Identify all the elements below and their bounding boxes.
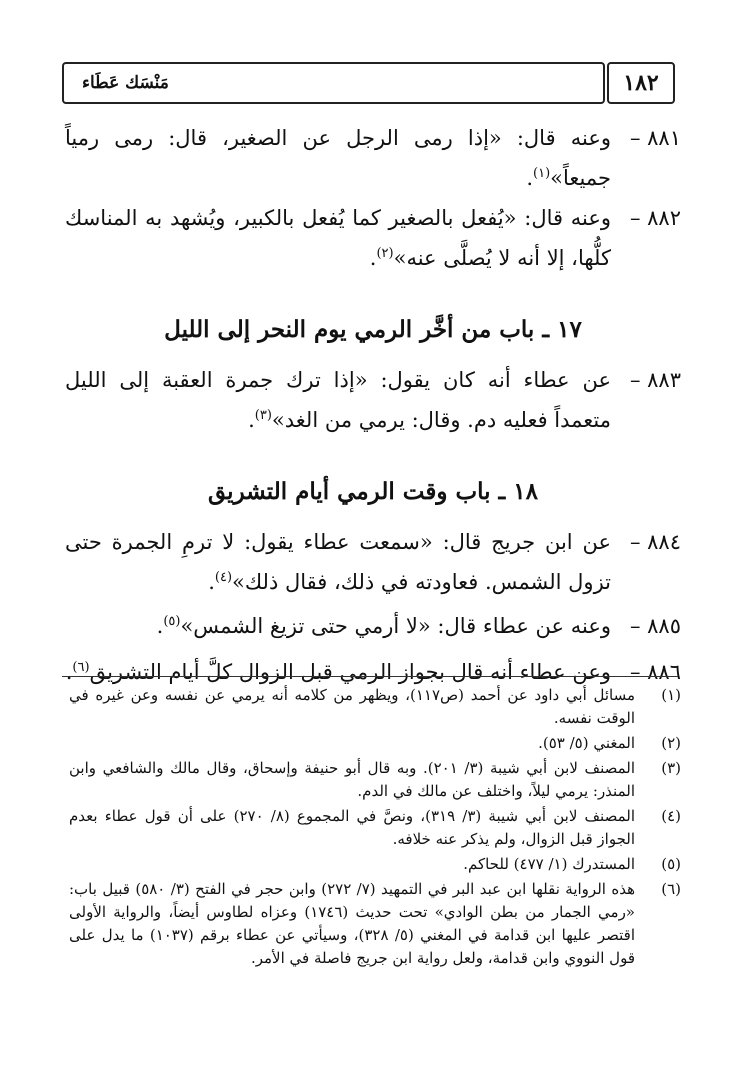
entry-text: وعنه قال: «إذا رمى الرجل عن الصغير، قال: رمى رمياً جميعاً» [65,126,611,190]
footnote-number: (٢) [661,734,681,752]
running-header [62,62,675,102]
footnote-text: المستدرك (١/ ٤٧٧) للحاكم. [463,855,635,873]
entry-end: . [248,408,255,432]
entry-text: وعن عطاء أنه قال بجواز الرمي قبل الزوال كلَّ أيام التشريق [89,660,611,684]
footnote-number: (٦) [661,880,681,898]
entry-end: . [65,660,73,684]
entry-881 [65,118,681,198]
footnote-ref[interactable]: (٥) [163,614,181,629]
entry-text: عن ابن جريج قال: «سمعت عطاء يقول: لا ترمِ الجمرة حتى تزول الشمس. فعاودته في ذلك، فقال ذلك» [65,530,611,594]
footnote-5 [69,853,681,876]
book-title: مَنْسَك عَطَاء [82,73,169,93]
footnote-text: المصنف لابن أبي شيبة (٣/ ٢٠١). وبه قال أبو حنيفة وإسحاق، وقال مالك والشافعي وابن المنذر: يرمي ليلاً، واختلف عن مالك في الدم. [69,759,636,800]
entry-884 [65,522,681,602]
footnote-ref[interactable]: (١) [533,166,551,181]
entry-end: . [526,166,534,190]
entry-883 [65,360,681,440]
footnote-ref[interactable]: (٦) [72,660,90,675]
page-number: ١٨٢ [607,62,675,104]
footnote-separator [62,676,678,677]
footnote-text: هذه الرواية نقلها ابن عبد البر في التمهيد (٧/ ٢٧٢) وابن حجر في الفتح (٣/ ٥٨٠) قبيل باب: «رمي الجمار من بطن الوادي» تحت حديث (١٧٤٦) وعزاه لطاوس أيضاً، والرواية الأولى اقتصر عليها ابن قدامة في المغني (٥/ ٣٢٨)، وسيأتي عن عطاء برقم (١٠٣٧) ما يدل على قول النووي وابن قدامة، ولعل رواية ابن جريج فاصلة في الأمر. [69,880,635,967]
footnote-3 [69,757,681,803]
footnote-ref[interactable]: (٢) [376,246,394,261]
footnote-ref[interactable]: (٣) [254,408,272,423]
entry-text: وعنه قال: «يُفعل بالصغير كما يُفعل بالكبير، ويُشهد به المناسك كلُّها، إلا أنه لا يُصلَّى عنه» [65,206,611,270]
entry-end: . [369,246,377,270]
chapter-heading-18: ١٨ ـ باب وقت الرمي أيام التشريق [208,478,538,505]
footnote-4 [69,805,681,851]
entry-885 [65,606,681,646]
entry-number: ٨٨٤ – [629,530,681,554]
entry-number: ٨٨٢ – [629,206,681,230]
footnote-text: مسائل أبي داود عن أحمد (ص١١٧)، ويظهر من كلامه أنه يرمي عن نفسه وعن غيره في الوقت نفسه. [69,686,635,727]
entry-text: وعنه عن عطاء قال: «لا أرمي حتى تزيغ الشمس» [180,614,611,638]
book-title-box [62,62,605,104]
footnote-2 [69,732,681,755]
entry-number: ٨٨٥ – [629,614,681,638]
entry-number: ٨٨٦ – [629,660,681,684]
entry-number: ٨٨١ – [629,126,681,150]
footnote-number: (٤) [661,807,681,825]
footnote-number: (٥) [661,855,681,873]
footnotes [69,684,681,972]
footnote-ref[interactable]: (٤) [214,570,233,585]
entry-text: عن عطاء أنه كان يقول: «إذا ترك جمرة العقبة إلى الليل متعمداً فعليه دم. وقال: يرمي من الغد» [65,368,611,432]
footnote-text: المصنف لابن أبي شيبة (٣/ ٣١٩)، ونصَّ في المجموع (٨/ ٢٧٠) على أن قول عطاء بعدم الجواز قبل الزوال، ولم يذكر عنه خلافه. [69,807,635,848]
chapter-heading-17: ١٧ ـ باب من أخَّر الرمي يوم النحر إلى الليل [164,316,582,343]
footnote-number: (١) [661,686,681,704]
main-text [65,118,681,692]
entry-882 [65,198,681,278]
footnote-1 [69,684,681,730]
entry-end: . [208,570,215,594]
entry-number: ٨٨٣ – [629,368,681,392]
footnote-number: (٣) [661,759,681,777]
footnote-text: المغني (٥/ ٥٣). [538,734,635,752]
footnote-6 [69,878,681,970]
entry-end: . [156,614,164,638]
